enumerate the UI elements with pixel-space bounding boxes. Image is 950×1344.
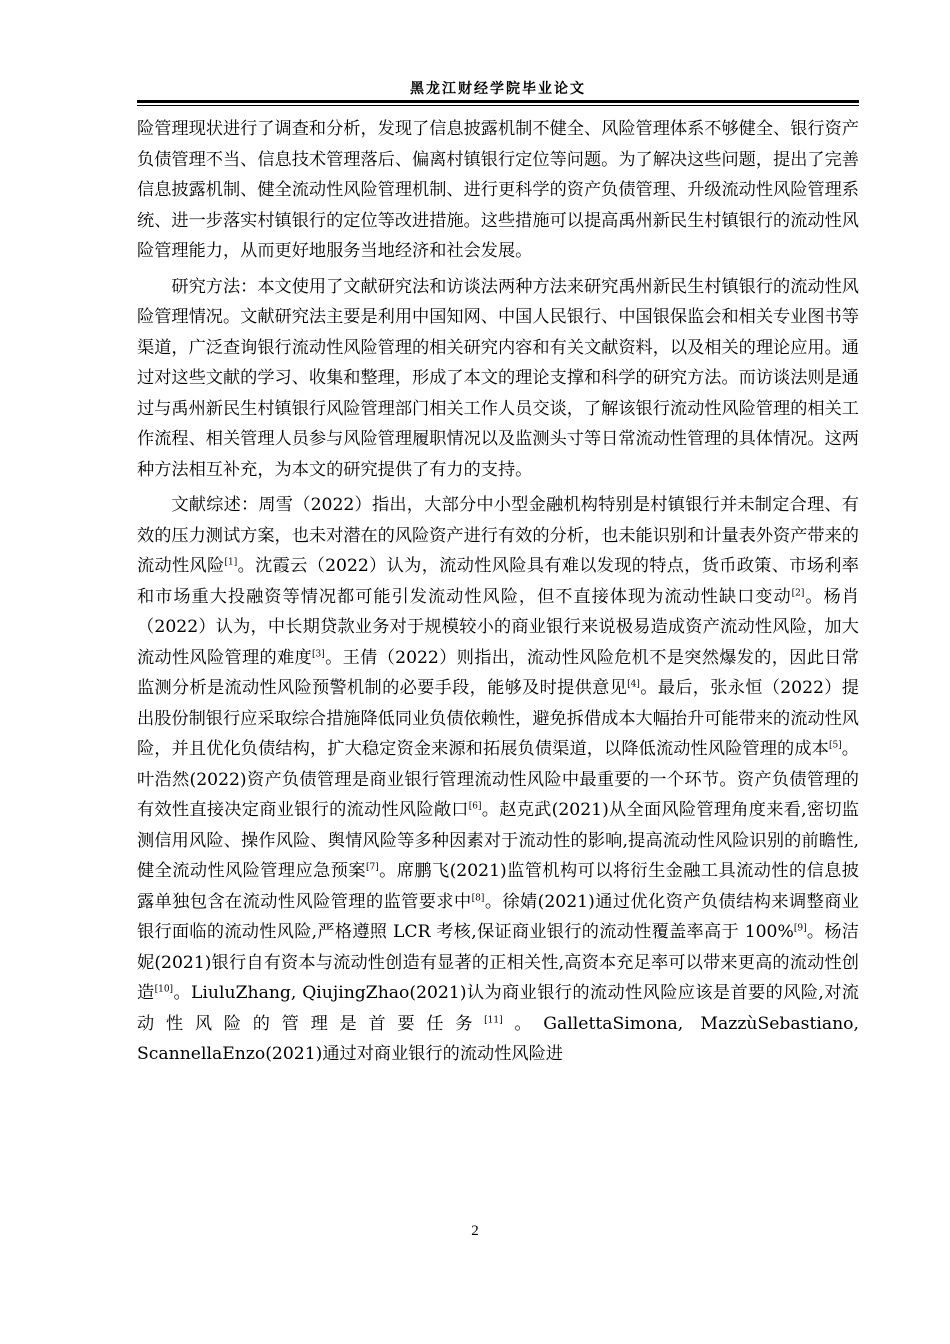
citation-ref: [10] (154, 984, 174, 995)
review-text: 。徐婧(2021)通过优化资产负债结构来调整商业银行面临的流动性风险,严格遵照 LCR 考核,保证商业银行的流动性覆盖率高于 100% (137, 891, 859, 942)
review-text: 。沈霞云（2022）认为，流动性风险具有难以发现的特点，货币政策、市场利率和市场重大投融资等情况都可能引发流动性风险，但不直接体现为流动性缺口变动 (137, 556, 859, 607)
paragraph-research-methods: 研究方法：本文使用了文献研究法和访谈法两种方法来研究禹州新民生村镇银行的流动性风险管理情况。文献研究法主要是利用中国知网、中国人民银行、中国银保监会和相关专业图书等渠道，广泛查询银行流动性风险管理的相关研究内容和有关文献资料，以及相关的理论应用。通过对这些文献的学习、收集和整理，形成了本文的理论支撑和科学的研究方法。而访谈法则是通过与禹州新民生村镇银行风险管理部门相关工作人员交谈，了解该银行流动性风险管理的相关工作流程、相关管理人员参与风险管理履职情况以及监测头寸等日常流动性管理的具体情况。这两种方法相互补充，为本文的研究提供了有力的支持。 (137, 276, 859, 480)
citation-ref: [8] (471, 892, 485, 903)
header-rule-thin (137, 105, 859, 106)
review-text: 。席鹏飞(2021)监管机构可以将衍生金融工具流动性的信息披露单独包含在流动性风险管理的监管要求中 (137, 861, 859, 912)
citation-ref: [1] (224, 557, 238, 568)
citation-ref: [9] (793, 923, 807, 934)
review-text: 。王倩（2022）则指出，流动性风险危机不是突然爆发的，因此日常监测分析是流动性风险预警机制的必要手段，能够及时提供意见 (137, 647, 859, 698)
review-text: 。LiuluZhang, QiujingZhao(2021)认为商业银行的流动性风险应该是首要的风险,对流动性风险的管理是首要任务 (137, 983, 859, 1034)
citation-ref: [5] (828, 740, 842, 751)
body-text (137, 114, 859, 1075)
paragraph-literature-review (137, 490, 859, 1070)
header-rule-thick (137, 100, 859, 103)
review-text: 。赵克武(2021)从全面风险管理角度来看,密切监测信用风险、操作风险、舆情风险等多种因素对于流动性的影响,提高流动性风险识别的前瞻性,健全流动性风险管理应急预案 (137, 800, 859, 881)
review-text: 。杨肖（2022）认为，中长期贷款业务对于规模较小的商业银行来说极易造成资产流动性风险，加大流动性风险管理的难度 (137, 586, 859, 668)
review-text: 。叶浩然(2022)资产负债管理是商业银行管理流动性风险中最重要的一个环节。资产负债管理的有效性直接决定商业银行的流动性风险敞口 (137, 739, 859, 820)
review-text: 。最后，张永恒（2022）提出股份制银行应采取综合措施降低同业负债依赖性，避免拆借成本大幅抬升可能带来的流动性风险，并且优化负债结构，扩大稳定资金来源和拓展负债渠道，以降低流动性风险管理的成本 (137, 678, 859, 759)
review-text: 文献综述：周雪（2022）指出，大部分中小型金融机构特别是村镇银行并未制定合理、有效的压力测试方案，也未对潜在的风险资产进行有效的分析，也未能识别和计量表外资产带来的流动性风险 (137, 495, 859, 576)
review-text: 。GallettaSimona, MazzùSebastiano, ScannellaEnzo(2021)通过对商业银行的流动性风险进 (137, 1013, 859, 1064)
citation-ref: [11] (484, 1014, 503, 1025)
citation-ref: [3] (312, 648, 325, 659)
review-text: 。杨洁妮(2021)银行自有资本与流动性创造有显著的正相关性,高资本充足率可以带来更高的流动性创造 (137, 922, 859, 1003)
citation-ref: [6] (468, 801, 482, 812)
page-header-title: 黑龙江财经学院毕业论文 (410, 81, 586, 97)
citation-ref: [4] (627, 679, 640, 690)
citation-ref: [2] (791, 587, 805, 598)
paragraph-intro-continuation: 险管理现状进行了调查和分析，发现了信息披露机制不健全、风险管理体系不够健全、银行资产负债管理不当、信息技术管理落后、偏离村镇银行定位等问题。为了解决这些问题，提出了完善信息披露机制、健全流动性风险管理机制、进行更科学的资产负债管理、升级流动性风险管理系统、进一步落实村镇银行的定位等改进措施。这些措施可以提高禹州新民生村镇银行的流动性风险管理能力，从而更好地服务当地经济和社会发展。 (137, 119, 859, 261)
page-number: 2 (471, 1223, 479, 1239)
citation-ref: [7] (365, 862, 379, 873)
